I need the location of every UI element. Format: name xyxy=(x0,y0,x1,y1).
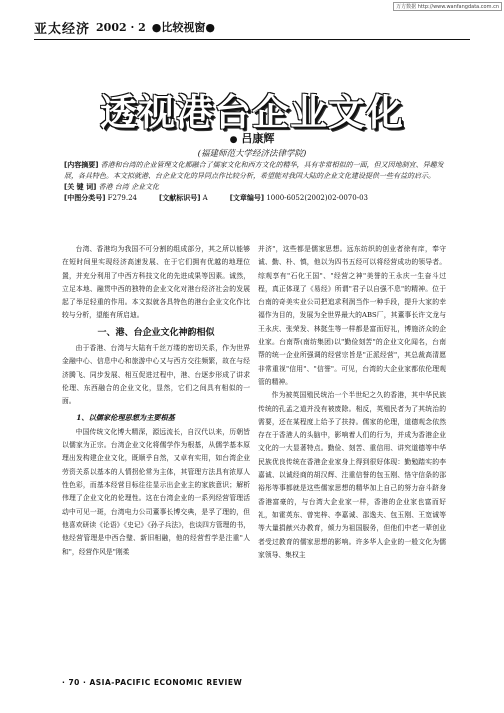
header-rule xyxy=(34,39,470,40)
page-footer: · 70 · ASIA-PACIFIC ECONOMIC REVIEW xyxy=(62,678,243,687)
abstract-label: [内容摘要] xyxy=(64,161,99,169)
classification-row xyxy=(64,193,444,204)
body-paragraph: 中国传统文化博大精深，源远流长，自汉代以来，历朝皆以儒家为正宗。台湾企业文化将儒学作为根基，从儒学基本原理出发构建企业文化，既顺乎自然，又卓有实用，如台湾企业劳资关系以基本的人情拐伦常为主体，其管理方法具有浓厚人性色彩，而基本经营目标往往显示出企业主的家族意识；解析伟理了企业文化的伦理性。这在台湾企业的一系列经营管理活动中可见一斑，台湾电力公司董事长博交典，是孚了理的，但他喜欢研读《论语》《史记》《孙子兵法》，也谈四方管理的书，他经营管理是中西合璧、新旧相融，他的经营哲学是注重"人和"，经营作风是"刚柔 xyxy=(62,427,250,556)
keywords-text: 香港 台湾 企业文化 xyxy=(98,183,159,191)
issue-number: 2002 · 2 xyxy=(96,20,146,34)
magazine-name: 亚太经济 xyxy=(34,21,91,37)
keywords-block xyxy=(64,182,444,193)
body-paragraph: 由于香港、台湾与大陆有千丝万缕的密切关系，作为世界金融中心、信息中心和旅游中心又与西方交往频繁，故在与经济腾飞、同步发展、相互促进过程中，港、台逐步形成了讲求伦理、东西融合的企业文化，显然，它们之间具有相似的一面。 xyxy=(62,344,250,406)
abstract-block xyxy=(64,160,444,182)
body-paragraph: 作为被英国殖民统治一个半世纪之久的香港，其中华民族传统的孔孟之道并没有被废除。相反，英殖民者为了其统治的需要，还在某程度上给予了扶持。儒家的伦理，道德观念依然存在于香港人的头脑中，影响着人们的行为，并成为香港企业文化的一大显著特点。勤俭、刻苦、重信用、讲究道德等中华民族优良传统在香港企业家身上得到很好体现：勤勉踏实的李嘉诚、以诚经商的胡汉辉、注重信誉的包玉刚、恪守信条的邵裕彤等事都就是这些儒家思想的精华加上自己的努力奋斗跻身香港富豪的，与台湾大企业家一样，香港的企业家也富而好礼，如霍英东、曾宪梓、李嘉诚、邵逸夫、包玉刚、王宽诚等等大量捐献兴办教育，倾力为祖国服务，但他们中老一辈创业者受过教育的儒家思想的影响。许多华人企业的一般文化为儒家领导、集权主 xyxy=(258,391,446,559)
author-line xyxy=(0,130,504,146)
body-column-right xyxy=(258,243,446,562)
author-affiliation: (福建师范大学经济法律学院) xyxy=(197,149,307,159)
keywords-label: [关 键 词] xyxy=(64,183,97,191)
author-name: 吕康辉 xyxy=(241,132,275,145)
section-heading-1: 一、港、台企业文化神韵相似 xyxy=(97,327,215,338)
doc-code-label: [文献标识号] xyxy=(159,194,201,202)
bullet-icon: ● xyxy=(229,135,238,145)
body-paragraph: 并济"，这些都是儒家思想。远东纺织的创业者徐有庠，奉守诚、勤、朴、慎，他以为四书五经可以将经营成功的领导者。综观享有"石化王国"、"经营之神"美誉的王永庆一生奋斗过程，真正体现了《易经》所谓"君子以自强不息"的精神。位于台南的奇美实业公司把追求利润当作一种手段，提升大家的幸福作为目的，发展为全世界最大的ABS厂，其董事长许文龙与王永庆、张荣发、林挺生等一样都是富而好礼，博施济众的企业家。台南帮(南纺集团)以"勤俭刻苦"的企业文化闻名，台南帮的统一企业所强调的经营宗旨是"正派经营"，其总裁高清愿非常重视"信用"、"信誉"。可见，台湾的大企业家都依伦理观管的精神。 xyxy=(258,245,446,386)
clc-value: F279.24 xyxy=(107,194,137,202)
intro-paragraph: 台湾、香港均为我国不可分割的组成部分，其之所以能够在短时间里实现经济高速发展、在于它们拥有优越的地理位置，并充分利用了中西方科技文化的先进成果等因素。诚然，立足本地、融贯中西的独特的企业文化对港台经济社会的发展起了举足轻重的作用。本文拟就各具特色的港台企业文化作比较与分析，望能有所启迪。 xyxy=(62,245,250,320)
article-number-label: [文章编号] xyxy=(229,194,265,202)
subsection-heading-1: 1、以儒家伦理思想为主要根基 xyxy=(76,412,175,422)
clc-label: [中图分类号] xyxy=(64,194,106,202)
doc-code-value: A xyxy=(202,194,208,202)
article-metadata xyxy=(64,160,444,204)
article-number-value: 1000-6052(2002)02-0070-03 xyxy=(266,194,368,202)
article-title: 透视港台企业文化 xyxy=(100,91,404,134)
abstract-text: 香港和台湾的企业管理文化都融合了儒家文化和西方文化的精华，具有非常相似的一面，但又因地制宜、异趣发展，各具特色。本文拟就港、台企业文化的异同点作比较分析，希望能对我国大陆的企业文化建设提供一些有益的启示。 xyxy=(64,161,444,180)
body-column-left xyxy=(62,243,250,559)
section-name: ●比较视窗● xyxy=(151,21,215,34)
watermark-stamp: 万方数据 http://www.wanfangdata.com.cn xyxy=(393,2,502,11)
running-header xyxy=(34,17,464,37)
